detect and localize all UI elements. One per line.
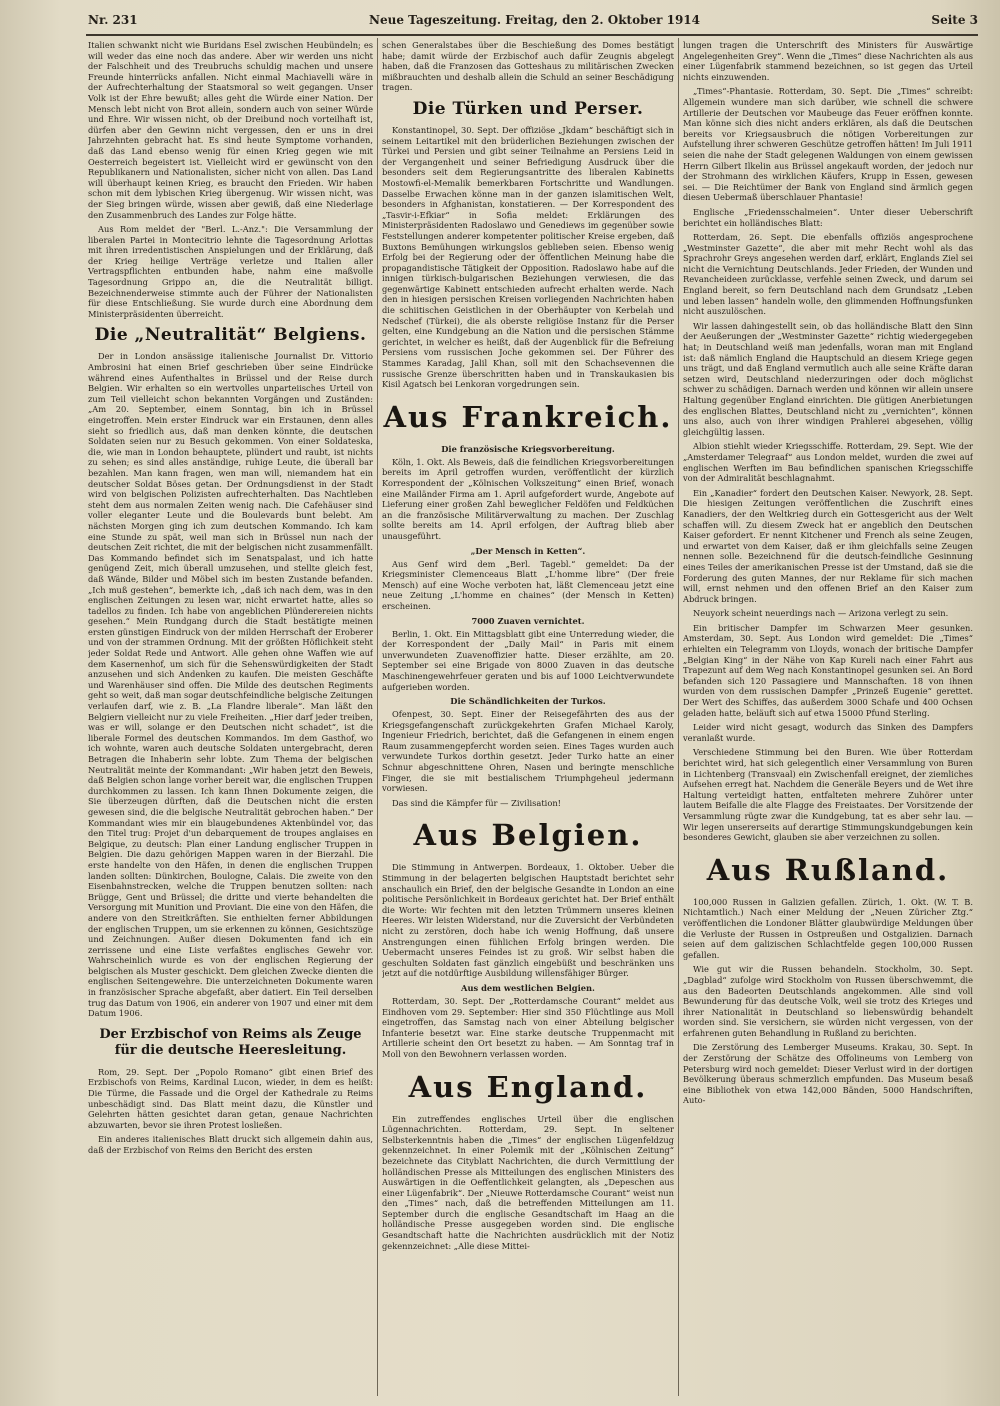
article-paragraph: Das sind die Kämpfer für — Zivilisation!	[392, 797, 562, 808]
headline-aus-england: Aus England.	[408, 1069, 648, 1104]
subheading: Die Schändlichkeiten der Turkos.	[450, 696, 606, 707]
article-paragraph: „Times“-Phantasie. Rotterdam, 30. Sept. Die „Times“ schreibt: Allgemein wundere man sich darüber, wie schnell die schwere Artillerie der Deutschen vor Maubeuge das Feuer eröffnen konnte. Man könne sich dies nicht anders erklären, als daß die Deutschen bereits vor Kriegsausbruch die nötigen Vorbereitungen zur Aufstellung ihrer schweren Geschütze getroffen hätten! Im Juli 1911 seien die nahe der Stadt gelegenen Waldungen von einem gewissen Herrn Gilbert Ilkelin aus Brüssel angekauft worden, der jedoch nur der Strohmann des wirklichen Käufers, Krupp in Essen, gewesen sei. — Die Reichtümer der Bank von England sind ärmlich gegen diesen Uebermaß überschlauer Phantasie!	[683, 86, 973, 203]
article-paragraph: Ein britischer Dampfer im Schwarzen Meer gesunken. Amsterdam, 30. Sept. Aus London wird gemeldet: Die „Times“ erhielten ein Telegramm von Lloyds, wonach der britische Dampfer „Belgian King“ in der Nähe von Kap Kureli nach einer Fahrt aus Trapezunt auf dem Weg nach Konstantinopel gesunken sei. An Bord befanden sich 120 Passagiere und Mannschaften. 18 von ihnen wurden von dem russischen Dampfer „Prinzeß Eugenie“ gerettet. Der Wert des Schiffes, das außerdem 3000 Schafe und 400 Ochsen geladen hatte, beläuft sich auf etwa 15000 Pfund Sterling.	[683, 622, 973, 718]
issue-number: Nr. 231	[88, 13, 138, 27]
article-paragraph: Köln, 1. Okt. Als Beweis, daß die feindlichen Kriegsvorbereitungen bereits im April getroffen wurden, veröffentlicht der kürzlich Korrespondent der „Kölnischen Volkszeitung“ einen Brief, wonach eine Mailänder Firma am 1. April aufgefordert wurde, Angebote auf Lieferung einer großen Zahl beweglicher Feldöfen und Feldküchen an die französische Militärverwaltung zu machen. Der Zuschlag sollte bereits am 14. April erfolgen, der Auftrag blieb aber unausgeführt.	[382, 456, 674, 541]
headline-neutralitaet-belgiens: Die „Neutralität“ Belgiens.	[94, 325, 367, 346]
article-paragraph: Leider wird nicht gesagt, wodurch das Sinken des Dampfers veranlaßt wurde.	[683, 722, 973, 743]
column-rule	[377, 38, 378, 1396]
article-paragraph: Wie gut wir die Russen behandeln. Stockholm, 30. Sept. „Dagblad“ zufolge wird Stockholm von Russen überschwemmt, die aus den Badeorten Deutschlands angekommen. Alle sind voll Bewunderung für das deutsche Volk, weil sie trotz des Krieges und ihrer Nationalität in Deutschland so liebenswürdig behandelt worden sind. Sie versichern, sie würden nicht vergessen, von der erfahrenen guten Behandlung in Rußland zu berichten.	[683, 964, 973, 1038]
article-paragraph: Ein zutreffendes englisches Urteil über die englischen Lügennachrichten. Rotterdam, 29. Sept. In seltener Selbsterkenntnis haben die „Times“ der englischen Lügenfeldzug gekennzeichnet. In einer Polemik mit der „Kölnischen Zeitung“ bezeichnete das Cityblatt Nachrichten, die durch Vermittlung der holländischen Presse als Mitteilungen des englischen Ministers des Auswärtigen in die Oeffentlichkeit gelangten, als „Depeschen aus einer Lügenfabrik“. Der „Nieuwe Rotterdamsche Courant“ weist nun den „Times“ nach, daß die betreffenden Mitteilungen am 11. September durch die englische Gesandtschaft im Haag an die holländische Presse ausgegeben worden sind. Die englische Gesandtschaft hatte die Nachrichten ausdrücklich mit der Notiz gekennzeichnet: „Alle diese Mittei-	[382, 1113, 674, 1251]
article-paragraph: Rotterdam, 30. Sept. Der „Rotterdamsche Courant“ meldet aus Eindhoven vom 29. September: Hier sind 350 Flüchtlinge aus Moll eingetroffen, das Samstag nach von einer Abteilung belgischer Infanterie besetzt war. Eine starke deutsche Truppenmacht mit Artillerie scheint den Ort besetzt zu haben. — Am Sonntag traf in Moll von den Bewohnern verlassen worden.	[382, 995, 674, 1059]
headline-erzbischof-reims: Der Erzbischof von Reims als Zeuge für die deutsche Heeresleitung.	[99, 1026, 362, 1058]
page-number: Seite 3	[931, 13, 978, 27]
headline-aus-belgien: Aus Belgien.	[413, 818, 643, 853]
paper-title-date: Neue Tageszeitung. Freitag, den 2. Oktober 1914	[369, 13, 700, 27]
article-paragraph: Ein „Kanadier“ fordert den Deutschen Kaiser. Newyork, 28. Sept. Die hiesigen Zeitungen veröffentlichen die Zuschrift eines Kanadiers, der den Weltkrieg durch ein Gottesgericht aus der Welt schaffen will. Zu diesem Zweck hat er angeblich den Deutschen Kaiser gefordert. Er nennt Kitchener und French als seine Zeugen, und erwartet von dem Kaiser, daß er ihm gleichfalls seine Zeugen nennen solle. Bezeichnend für die deutsch-feindliche Gesinnung eines Teiles der amerikanischen Presse ist der Umstand, daß sie die Forderung des guten Mannes, der nur Reklame für sich machen will, ernst nehmen und den offenen Brief an den Kaiser zum Abdruck bringen.	[683, 487, 973, 604]
article-paragraph: Ein anderes italienisches Blatt druckt sich allgemein dahin aus, daß der Erzbischof von Reims den Bericht des ersten	[88, 1134, 373, 1155]
article-paragraph: 100,000 Russen in Galizien gefallen. Zürich, 1. Okt. (W. T. B. Nichtamtlich.) Nach einer Meldung der „Neuen Züricher Ztg.“ veröffentlichen die Londoner Blätter glaubwürdige Meldungen über die Verluste der Russen in Ostpreußen und Ostgalizien. Darnach seien auf dem galizischen Schlachtfelde gegen 100,000 Russen gefallen.	[683, 896, 973, 960]
page-header	[88, 8, 978, 32]
article-paragraph: Aus Genf wird dem „Berl. Tagebl.“ gemeldet: Da der Kriegsminister Clemenceaus Blatt „L'homme libre“ (Der freie Mensch) auf eine Woche verboten hat, läßt Clemenceau jetzt eine neue Zeitung „L'homme en chaines“ (der Mensch in Ketten) erscheinen.	[382, 558, 674, 611]
column-rule	[678, 38, 679, 1396]
article-paragraph: Wir lassen dahingestellt sein, ob das holländische Blatt den Sinn der Aeußerungen der „Westminster Gazette“ richtig wiedergegeben hat; in Deutschland weiß man jedenfalls, woran man mit England ist: daß nämlich England die Hauptschuld an diesem Kriege gegen uns trägt, und daß England vermutlich auch alle seine Kräfte daran setzen wird, Deutschland niederzuringen oder doch möglichst schwer zu schädigen. Darnach werden und können wir allein unsere Haltung gegenüber England einrichten. Die gütigen Anerbietungen des englischen Blattes, Deutschland nicht zu „vernichten“, können uns also, auch von ihrer windigen Prahlerei abgesehen, völlig gleichgültig lassen.	[683, 320, 973, 437]
article-paragraph: Der in London ansässige italienische Journalist Dr. Vittorio Ambrosini hat einen Brief geschrieben über seine Eindrücke während eines Aufenthaltes in Brüssel und der Reise durch Belgien. Wir erhalten so ein wertvolles unparteiisches Urteil von zum Teil vielleicht schon bekannten Vorgängen und Zuständen: „Am 20. September, einem Sonntag, bin ich in Brüssel eingetroffen. Mein erster Eindruck war ein Erstaunen, denn alles sieht so friedlich aus, daß man denken könnte, die deutschen Soldaten seien nur zu Besuch gekommen. Von einer Soldateska, die, wie man in London behauptete, plündert und raubt, ist nichts zu sehen; es sind alles anständige, ruhige Leute, die überall bar bezahlen. Man kann fragen, wen man will, niemandem hat ein deutscher Soldat Böses getan. Der Ordnungsdienst in der Stadt wird von belgischen Polizisten aufrechterhalten. Das Nachtleben steht dem aus normalen Zeiten wenig nach. Die Cafehäuser sind voller eleganter Leute und die Boulevards bunt belebt. Am nächsten Morgen ging ich zum deutschen Kommando. Ich kam eine Stunde zu spät, weil man sich in Brüssel nun nach der deutschen Zeit richtet, die mit der belgischen nicht zusammenfällt. Das Kommando befindet sich im Senatspalast, und ich hatte genügend Zeit, mich überall umzusehen, und stellte gleich fest, daß Wände, Bilder und Möbel sich im besten Zustande befanden. „Ich muß gestehen“, bemerkte ich, „daß ich nach dem, was in den englischen Zeitungen zu lesen war, nicht erwartet hatte, alles so tadellos zu finden. Ich habe von angeblichen Plünderereien nichts gesehen.“ Mein Rundgang durch die Stadt bestätigte meinen ersten günstigen Eindruck von der milden Herrschaft der Eroberer und von der strammen Ordnung. Mit der größten Höflichkeit steht jeder Soldat Rede und Antwort. Alle gehen ohne Waffen wie auf dem Kasernenhof, um sich für die Sehenswürdigkeiten der Stadt anzusehen und sich Andenken zu kaufen. Die meisten Geschäfte und Warenhäuser sind offen. Die Milde des deutschen Regiments geht so weit, daß man sogar deutschfeindliche belgische Zeitungen verlaufen darf, wie z. B. „La Flandre liberale“. Man läßt den Belgiern vielleicht nur zu viele Freiheiten. „Hier darf jeder treiben, was er will, solange er den Deutschen nicht schadet“, ist die liberale Formel des deutschen Kommandos. Im dem Gasthof, wo ich wohnte, waren auch deutsche Soldaten untergebracht, deren Betragen die Inhaberin sehr lobte. Zum Thema der belgischen Neutralität meinte der Kommandant: „Wir haben jetzt den Beweis, daß Belgien schon lange vorher bereit war, die englischen Truppen durchkommen zu lassen. Ich kann Ihnen Dokumente zeigen, die Sie überzeugen dürften, daß die Deutschen nicht die ersten gewesen sind, die die belgische Neutralität gebrochen haben.“ Der Kommandant wies mir ein blaugebundenes Aktenbündel vor, das den Titel trug: Projet d'un debarquement de troupes anglaises en Belgique, zu deutsch: Plan einer Landung englischer Truppen in Belgien. Die dazu gehörigen Mappen waren in der Bierzahl. Die erste handelte von den Häfen, in denen die englischen Truppen landen sollten: Dünkirchen, Boulogne, Calais. Die zweite von den Eisenbahnstrecken, welche die Truppen benutzen sollten: nach Brügge, Gent und Brüssel; die dritte und vierte behandelten die Versorgung mit Munition und Proviant. Die eine von den Häfen, die andere von den Streitkräften. Sie enthielten ferner Abbildungen der englischen Truppen, um sie erkennen zu können, Gesichtszüge und Zeichnungen. Außer diesen Dokumenten fand ich ein zerrissene und eine Liste verfaßtes englisches Gewehr vor. Wahrscheinlich wurde es von der englischen Regierung der belgischen als Muster geschickt. Dem gleichen Zwecke dienten die englischen Seitengewehre. Die unterzeichneten Dokumente waren in französischer Sprache abgefaßt, aber datiert. Ein Teil derselben trug das Datum von 1906, ein anderer von 1907 und einer mit dem Datum 1906.	[88, 351, 373, 1019]
headline-aus-russland: Aus Rußland.	[706, 852, 950, 887]
column-1	[88, 40, 373, 1396]
article-paragraph: Rom, 29. Sept. Der „Popolo Romano“ gibt einen Brief des Erzbischofs von Reims, Kardinal Lucon, wieder, in dem es heißt: Die Türme, die Fassade und die Orgel der Kathedrale zu Reims unbeschädigt sind. Das Blatt meint dazu, die Künstler und Gelehrten hätten gesichtet daran getan, genaue Nachrichten abzuwarten, bevor sie ihren Protest losließen.	[88, 1066, 373, 1130]
subheading: Die französische Kriegsvorbereitung.	[441, 443, 615, 454]
article-paragraph: Ofenpest, 30. Sept. Einer der Reisegefährten des aus der Kriegsgefangenschaft zurückgekehrten Grafen Michael Karoly, Ingenieur Friedrich, berichtet, daß die Gefangenen in einem engen Raum zusammengepfercht worden seien. Eines Tages wurden auch verwundete Turkos dorthin gesetzt. Jeder Turko hatte an einer Schnur abgeschnittene Ohren, Nasen und beringte menschliche Finger, die sie mit bestialischem Triumphgeheul jedermann vorwiesen.	[382, 709, 674, 794]
column-2	[382, 40, 674, 1396]
column-3	[683, 40, 973, 1396]
article-paragraph: Italien schwankt nicht wie Buridans Esel zwischen Heubündeln; es will weder das eine noch das andere. Aber wir werden uns nicht der Falschheit und des Treubruchs schuldig machen und unsere Freunde hinterrücks anfallen. Nicht einmal Machiavelli wäre in der Aufrechterhaltung der Staatsmoral so weit gegangen. Unser Volk ist der Ehre bewußt; alles geht die Würde einer Nation. Der Mensch lebt nicht von Brot allein, sondern auch von seiner Würde und Ehre. Wir wissen nicht, ob der Dreibund noch vorteilhaft ist, dürfen aber den Gewinn nicht vergessen, den er uns in drei Jahrzehnten gebracht hat. Es sind heute Symptome vorhanden, daß das Land ebenso wenig für einen Krieg gegen wie mit Oesterreich begeistert ist. Vielleicht wird er gewünscht von den Republikanern und Nationalisten, sicher nicht von allen. Das Land will überhaupt keinen Krieg, es braucht den Frieden. Wir haben schon mit dem lybischen Krieg übergenug. Wir wissen nicht, was der Sieg bringen würde, wissen aber gewiß, daß eine Niederlage den Zusammenbruch des Landes zur Folge hätte.	[88, 40, 373, 220]
header-rule	[86, 34, 978, 36]
article-paragraph: Die Stimmung in Antwerpen. Bordeaux, 1. Oktober. Ueber die Stimmung in der belagerten belgischen Hauptstadt berichtet sehr anschaulich ein Brief, den der belgische Gesandte in London an eine politische Persönlichkeit in Bordeaux gerichtet hat. Der Brief enthält die Worte: Wir fechten mit den letzten Trümmern unseres kleinen Heeres. Wir leisten Widerstand, nur die Zuversicht der Verbündeten nicht zu zerstören, doch habe ich wenig Hoffnung, daß unsere Anstrengungen einen fühlichen Erfolg bringen werden. Die Uebermacht unseres Feindes ist zu groß. Wir selbst haben die geschulten Soldaten fast gänzlich eingebüßt und beschränken uns jetzt auf die notdürftige Ausbildung willensfähiger Bürger.	[382, 862, 674, 979]
article-paragraph: Konstantinopel, 30. Sept. Der offiziöse „Jkdam“ beschäftigt sich in seinem Leitartikel mit den brüderlichen Beziehungen zwischen der Türkei und Persien und gibt seiner Teilnahme an Persiens Leid in der Vergangenheit und seiner Befriedigung Ausdruck über die besonders seit dem Regierungsantritte des liberalen Kabinetts Mostowfi-el-Memalik bemerkbaren Fortschritte und Wandlungen. Dasselbe Erwachen könne man in der ganzen islamitischen Welt, besonders in Afghanistan, konstatieren. — Der Korrespondent des „Tasvir-i-Efkiar“ in Sofia meldet: Erklärungen des Ministerpräsidenten Radoslawo und Genediews im gegenüber sowie Feststellungen anderer kompetenter politischer Kreise ergeben, daß Buxtons Bemühungen wirkungslos geblieben seien. Ebenso wenig Erfolg bei der Regierung oder der öffentlichen Meinung habe die propagandistische Tätigkeit der Opposition. Radoslawo habe auf die innigen türkisch-bulgarischen Beziehungen verwiesen, die das gegenwärtige Kabinett entschieden aufrecht erhalten werde. Nach den in hiesigen persischen Kreisen vorliegenden Nachrichten haben die schiitischen Geistlichen in der Oberhäupter von Kerbelah und Nedschef (Türkei), die als oberste religiöse Instanz für die Perser gelten, eine Kundgebung an die Nation und die persischen Stämme gerichtet, in welcher es heißt, daß der Augenblick für die Befreiung Persiens vom russischen Joche gekommen sei. Der Führer des Stammes Karadag, Jalil Khan, soll mit den Schachsevennen die russische Grenze überschritten haben und in Transkaukasien bis Kisil Agatsch bei Lenkoran vorgedrungen sein.	[382, 124, 674, 390]
article-paragraph: Englische „Friedensschalmeien“. Unter dieser Ueberschrift berichtet ein holländisches Blatt:	[683, 206, 973, 228]
headline-aus-frankreich: Aus Frankreich.	[383, 399, 673, 434]
subheading: „Der Mensch in Ketten“.	[470, 545, 586, 556]
article-paragraph: Albion stiehlt wieder Kriegsschiffe. Rotterdam, 29. Sept. Wie der „Amsterdamer Telegraaf“ aus London meldet, wurden die zwei auf englischen Werften im Bau befindlichen spanischen Kriegsschiffe von der Admiralität beschlagnahmt.	[683, 441, 973, 484]
article-paragraph: schen Generalstabes über die Beschießung des Domes bestätigt habe; damit würde der Erzbischof auch dafür Zeugnis abgelegt haben, daß die Franzosen das Gotteshaus zu militärischen Zwecken mißbrauchten und deshalb allein die Schuld an seiner Beschädigung tragen.	[382, 40, 674, 93]
article-paragraph: Rotterdam, 26. Sept. Die ebenfalls offiziös angesprochene „Westminster Gazette“, die aber mit mehr Recht wohl als das Sprachrohr Greys angesehen werden darf, erklärt, Englands Ziel sei nicht die Vernichtung Deutschlands. Jeder Frieden, der Wunden und Revancheideen zurücklasse, verfehle seinen Zweck, und darum sei England bereit, so fern Deutschland nach dem Grundsatz „Leben und leben lassen“ handeln wolle, den glimmenden Hoffnungsfunken nicht auszulöschen.	[683, 232, 973, 317]
article-paragraph: Berlin, 1. Okt. Ein Mittagsblatt gibt eine Unterredung wieder, die der Korrespondent der „Daily Mail“ in Paris mit einem unverwundeten Zuavenoffizier hatte. Dieser erzählte, am 20. September sei eine Brigade von 8000 Zuaven in das deutsche Maschinengewehrfeuer geraten und bis auf 1000 Leichtverwundete aufgerieben worden.	[382, 628, 674, 692]
subheading: Aus dem westlichen Belgien.	[461, 982, 595, 993]
headline-tuerken-perser: Die Türken und Perser.	[412, 98, 644, 119]
subheading: 7000 Zuaven vernichtet.	[471, 615, 585, 626]
article-paragraph: Aus Rom meldet der "Berl. L.-Anz.": Die Versammlung der liberalen Partei in Montecitrio lehnte die Tagesordnung Arlottas mit ihren irredentistischen Anspielungen und der Erklärung, daß der Krieg heilige Verträge verletze und Italien aller Vertragspflichten entbunden habe, nahm eine maßvolle Tagesordnung Grippo an, die die Neutralität billigt. Bezeichnenderweise stimmte auch der Führer der Nationalisten für diese Entschließung. Sie wurde durch eine Abordnung dem Ministerpräsidenten überreicht.	[88, 224, 373, 319]
article-paragraph: Verschiedene Stimmung bei den Buren. Wie über Rotterdam berichtet wird, hat sich gelegentlich einer Versammlung von Buren in Lichtenberg (Transvaal) ein Zwischenfall ereignet, der ziemliches Aufsehen erregt hat. Nachdem die Generäle Beyers und de Wet ihre Haltung verteidigt hatten, entfalteten mehrere Zuhörer unter lautem Beifalle die alte Flagge des Freistaates. Der Vorsitzende der Versammlung rügte zwar die Kundgebung, tat es aber sehr lau. — Wir legen unsererseits auf derartige Stimmungskundgebungen kein besonderes Gewicht, glauben sie aber verzeichnen zu sollen.	[683, 747, 973, 843]
article-paragraph: lungen tragen die Unterschrift des Ministers für Auswärtige Angelegenheiten Grey“. Wenn die „Times“ diese Nachrichten als aus einer Lügenfabrik stammend bezeichnen, so ist gegen das Urteil nichts einzuwenden.	[683, 40, 973, 82]
article-paragraph: Neuyork scheint neuerdings nach — Arizona verlegt zu sein.	[693, 608, 949, 619]
article-paragraph: Die Zerstörung des Lemberger Museums. Krakau, 30. Sept. In der Zerstörung der Schätze des Offolineums von Lemberg von Petersburg wird noch gemeldet: Dieser Verlust wird in der dortigen Bevölkerung überaus schmerzlich empfunden. Das Museum besaß eine Bibliothek von etwa 142,000 Bänden, 5000 Handschriften, Auto-	[683, 1042, 973, 1106]
